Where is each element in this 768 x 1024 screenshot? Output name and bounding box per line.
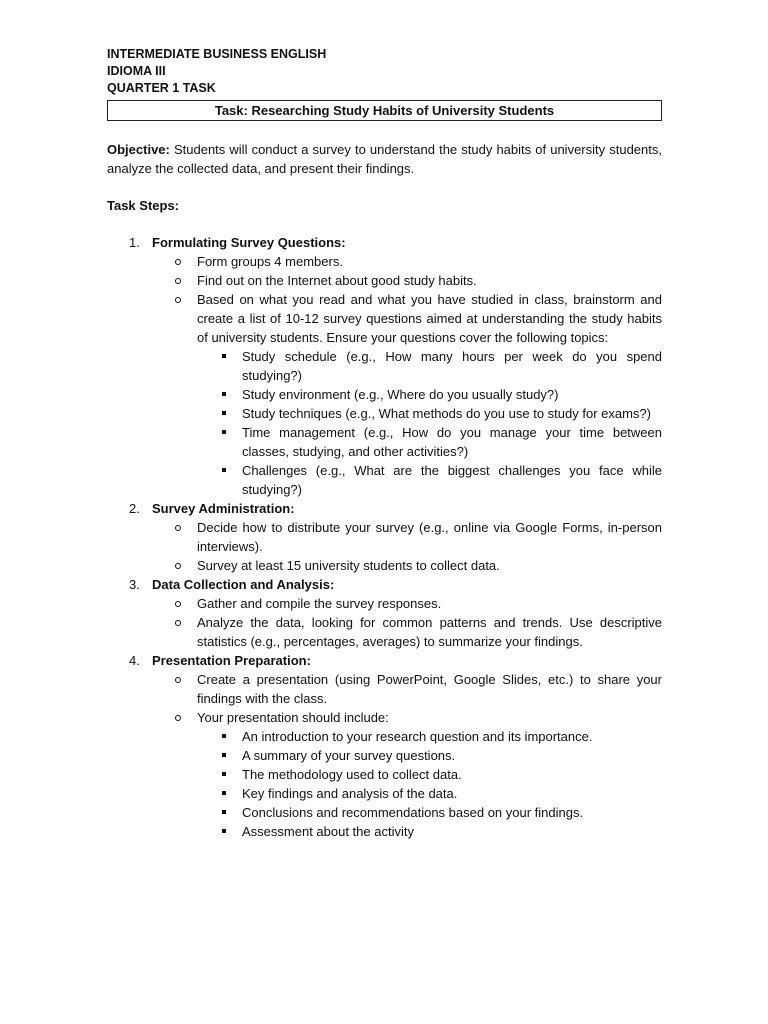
course-level: IDIOMA III [107,64,166,78]
circle-bullet-icon [175,297,181,303]
step-title: Presentation Preparation: [152,653,311,668]
square-bullet-icon [222,468,226,472]
square-bullet-icon [222,791,226,795]
square-bullet-icon [222,430,226,434]
sub-list-item [197,347,662,385]
task-step [107,499,662,575]
list-item [152,708,662,841]
list-item [152,594,662,613]
task-steps-heading: Task Steps: [107,198,180,213]
circle-bullet-icon [175,278,181,284]
list-item-text: Gather and compile the survey responses. [197,596,442,611]
list-item [152,290,662,499]
circle-bullet-icon [175,563,181,569]
step-number: 2. [129,501,140,516]
circle-bullet-icon [175,677,181,683]
sub-list-item-text: Key findings and analysis of the data. [242,786,458,801]
sub-list-item-text: Assessment about the activity [242,824,414,839]
square-bullet-icon [222,411,226,415]
list-item-text: Analyze the data, looking for common patterns and trends. Use descriptive statistics (e.g., percentages, averages) to summarize your findings. [197,615,662,649]
list-item [152,252,662,271]
quarter-label: QUARTER 1 TASK [107,81,216,95]
sub-list-item [197,461,662,499]
square-bullet-icon [222,753,226,757]
list-item-text: Your presentation should include: [197,710,389,725]
sub-list-item-text: Challenges (e.g., What are the biggest challenges you face while studying?) [242,463,662,497]
task-steps-list [107,233,662,841]
list-item-text: Based on what you read and what you have studied in class, brainstorm and create a list of 10-12 survey questions aimed at understanding the study habits of university students. Ensure your questions cover the following topics: [197,292,662,345]
sub-list-item-text: The methodology used to collect data. [242,767,462,782]
circle-bullet-icon [175,259,181,265]
sub-list-item [197,784,662,803]
task-step [107,651,662,841]
list-item-text: Create a presentation (using PowerPoint, Google Slides, etc.) to share your findings with the class. [197,672,662,706]
objective-paragraph [107,140,662,178]
objective-text: Students will conduct a survey to understand the study habits of university students, analyze the collected data, and present their findings. [107,142,662,176]
document-page [107,46,662,841]
sub-list-item [197,404,662,423]
sub-list-item-text: A summary of your survey questions. [242,748,456,763]
square-bullet-icon [222,810,226,814]
step-number: 3. [129,577,140,592]
list-item [152,556,662,575]
square-bullet-icon [222,392,226,396]
sub-items-list [197,347,662,499]
sub-list-item-text: Time management (e.g., How do you manage your time between classes, studying, and other activities?) [242,425,662,459]
step-items-list [152,594,662,651]
sub-list-item-text: Conclusions and recommendations based on your findings. [242,805,584,820]
task-title-box: Task: Researching Study Habits of University Students [107,100,662,121]
sub-list-item-text: Study environment (e.g., Where do you usually study?) [242,387,559,402]
step-items-list [152,252,662,499]
step-items-list [152,670,662,841]
list-item-text: Form groups 4 members. [197,254,343,269]
step-items-list [152,518,662,575]
square-bullet-icon [222,772,226,776]
circle-bullet-icon [175,620,181,626]
objective-label: Objective: [107,142,170,157]
course-title: INTERMEDIATE BUSINESS ENGLISH [107,47,327,61]
list-item [152,613,662,651]
task-step [107,575,662,651]
sub-list-item [197,385,662,404]
step-title: Formulating Survey Questions: [152,235,346,250]
circle-bullet-icon [175,525,181,531]
step-title: Data Collection and Analysis: [152,577,335,592]
sub-list-item [197,423,662,461]
step-number: 4. [129,653,140,668]
square-bullet-icon [222,354,226,358]
task-step [107,233,662,499]
square-bullet-icon [222,734,226,738]
circle-bullet-icon [175,601,181,607]
sub-list-item-text: An introduction to your research question and its importance. [242,729,593,744]
list-item [152,518,662,556]
list-item-text: Decide how to distribute your survey (e.g., online via Google Forms, in-person interviews). [197,520,662,554]
list-item-text: Survey at least 15 university students to collect data. [197,558,500,573]
sub-list-item [197,765,662,784]
list-item-text: Find out on the Internet about good study habits. [197,273,477,288]
circle-bullet-icon [175,715,181,721]
step-number: 1. [129,235,140,250]
square-bullet-icon [222,829,226,833]
sub-list-item [197,803,662,822]
sub-list-item-text: Study schedule (e.g., How many hours per week do you spend studying?) [242,349,662,383]
list-item [152,271,662,290]
sub-list-item-text: Study techniques (e.g., What methods do you use to study for exams?) [242,406,651,421]
step-title: Survey Administration: [152,501,295,516]
sub-list-item [197,822,662,841]
list-item [152,670,662,708]
sub-list-item [197,746,662,765]
sub-items-list [197,727,662,841]
sub-list-item [197,727,662,746]
